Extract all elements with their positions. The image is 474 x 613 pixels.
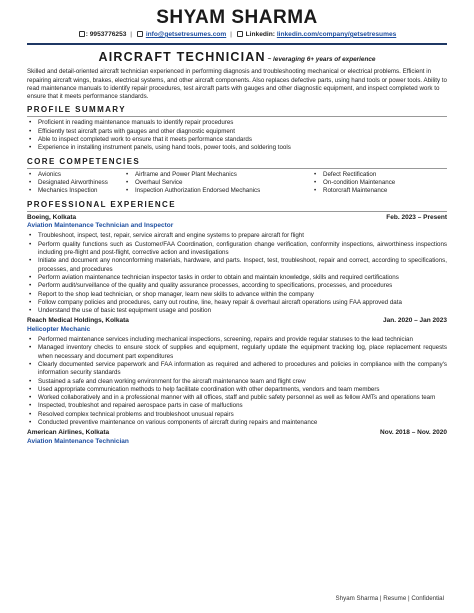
- list-item: • Proficient in reading maintenance manuals to identify repair procedures: [27, 119, 447, 127]
- profile-summary-list: [27, 119, 447, 152]
- email-link[interactable]: info@getsetresumes.com: [145, 30, 227, 38]
- job-role: Helicopter Mechanic: [27, 325, 91, 333]
- email-icon: [137, 31, 143, 37]
- header-divider: [27, 43, 447, 45]
- list-item: • Managed inventory checks to ensure stock of supplies and equipment, regularly update the equipment tracking log, place replacement requests when necessary and document part expenditures: [27, 344, 447, 361]
- list-item: • On-condition Maintenance: [312, 179, 447, 187]
- summary-paragraph: Skilled and detail-oriented aircraft technician experienced in performing diagnosis and troubleshooting mechanical or electrical problems. Efficient in repairing aircraft wings, brakes, electrical systems, and other aircraft components. Also replaces defective parts, using hand tools or power tools. Ability to read maintenance manuals to identify repair procedures, test aircraft parts with gauges and other diagnostic equipment, and inspect completed work to ensure that it meets performance standards.: [27, 68, 447, 100]
- job-dates: Jan. 2020 – Jan 2023: [383, 317, 447, 325]
- list-item: • Follow company policies and procedures, carry out routine, line, heavy repair & overhaul aircraft operations using FAA approved data: [27, 299, 447, 307]
- competency-column-3: [312, 171, 447, 196]
- list-item: • Understand the use of basic test equipment usage and position: [27, 307, 447, 315]
- contact-line: [27, 31, 447, 39]
- job-title-tagline: ~ leveraging 6+ years of experience: [267, 56, 376, 64]
- list-item: • Experience in installing instrument panels, using hand tools, power tools, and soldering tools: [27, 144, 447, 152]
- section-title: PROFILE SUMMARY: [27, 105, 447, 117]
- list-item: • Perform aviation maintenance technician inspector tasks in order to obtain and maintain knowledge, skills and required certifications: [27, 274, 447, 282]
- list-item: • Conducted preventive maintenance on various components of aircraft during repairs and maintenance: [27, 419, 447, 427]
- list-item: • Clearly documented service paperwork and FAA information as required and adhered to procedures and policies in compliance with the company's information security standards: [27, 361, 447, 378]
- list-item: • Efficiently test aircraft parts with gauges and other diagnostic equipment: [27, 128, 447, 136]
- contact-separator: |: [230, 30, 232, 38]
- list-item: • Resolved complex technical problems and troubleshoot unusual repairs: [27, 411, 447, 419]
- list-item: • Perform quality functions such as Customer/FAA Coordination, configuration change verification, conformity inspections, airworthiness inspections including pre-flight and post-flight, corrective action and investigations: [27, 241, 447, 258]
- company-name: American Airlines, Kolkata: [27, 429, 110, 437]
- job-title: AIRCRAFT TECHNICIAN: [98, 50, 266, 65]
- list-item: • Designated Airworthiness: [27, 179, 124, 187]
- job-header: [27, 317, 447, 325]
- list-item: • Inspected, troubleshot and repaired aerospace parts in case of malfuctions: [27, 402, 447, 410]
- list-item: • Inspection Authorization Endorsed Mechanics: [124, 187, 312, 195]
- list-item: • Initiate and document any nonconforming materials, hardware, and parts. Inspect, test, troubleshoot, repair and correct, according to specifications, processes, and procedures: [27, 257, 447, 274]
- job-role: Aviation Maintenance Technician and Inspector: [27, 222, 174, 230]
- page-footer: Shyam Sharma | Resume | Confidential: [335, 595, 444, 602]
- professional-experience-section: [27, 200, 447, 446]
- linkedin-icon: [237, 31, 243, 37]
- job-dates: Feb. 2023 – Present: [386, 213, 447, 221]
- list-item: • Performed maintenance services including mechanical inspections, screening, repairs and provide regular statuses to the lead technician: [27, 336, 447, 344]
- core-competencies-section: [27, 157, 447, 196]
- phone-number: : 9953776253: [85, 30, 127, 38]
- job-header: [27, 214, 447, 222]
- section-title: PROFESSIONAL EXPERIENCE: [27, 200, 447, 212]
- competency-column-1: [27, 171, 124, 196]
- list-item: • Defect Rectification: [312, 171, 447, 179]
- list-item: • Rotorcraft Maintenance: [312, 187, 447, 195]
- job-header: [27, 429, 447, 437]
- profile-summary-section: [27, 105, 447, 152]
- list-item: • Overhaul Service: [124, 179, 312, 187]
- list-item: • Used appropriate communication methods to help facilitate coordination with other departments, vendors and team members: [27, 386, 447, 394]
- list-item: • Able to inspect completed work to ensure that it meets performance standards: [27, 136, 447, 144]
- section-title: CORE COMPETENCIES: [27, 157, 447, 169]
- contact-separator: |: [130, 30, 133, 38]
- candidate-name: SHYAM SHARMA: [156, 7, 318, 28]
- list-item: • Report to the shop lead technician, or shop manager, learn new skills to advance within the company: [27, 291, 447, 299]
- company-name: Reach Medical Holdings, Kolkata: [27, 317, 129, 325]
- job-dates: Nov. 2018 – Nov. 2020: [380, 429, 447, 437]
- job-duties-list: [27, 232, 447, 315]
- list-item: • Troubleshoot, inspect, test, repair, service aircraft and engine systems to prepare aircraft for flight: [27, 232, 447, 240]
- phone-icon: [79, 31, 85, 37]
- job-duties-list: [27, 336, 447, 427]
- competency-columns: [27, 171, 447, 196]
- linkedin-label: Linkedin:: [245, 30, 275, 38]
- list-item: • Avionics: [27, 171, 124, 179]
- list-item: • Airframe and Power Plant Mechanics: [124, 171, 312, 179]
- company-name: Boeing, Kolkata: [27, 213, 77, 221]
- list-item: • Sustained a safe and clean working environment for the aircraft maintenance team and flight crew: [27, 378, 447, 386]
- job-title-line: [27, 49, 447, 65]
- list-item: • Worked collaboratively and in a professional manner with all offices, staff and public safety personnel as well as fellow AMTs and operations team: [27, 394, 447, 402]
- list-item: • Perform audit/surveillance of the quality and quality assurance processes, according to specifications, processes, and procedures: [27, 282, 447, 290]
- linkedin-link[interactable]: linkedin.com/company/getsetresumes: [276, 30, 397, 38]
- competency-column-2: [124, 171, 312, 196]
- job-role: Aviation Maintenance Technician: [27, 437, 129, 445]
- list-item: • Mechanics Inspection: [27, 187, 124, 195]
